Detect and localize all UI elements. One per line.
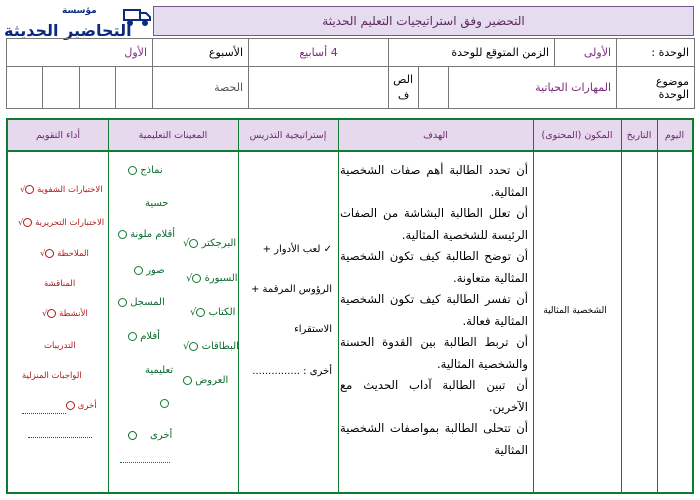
circle-icon (192, 274, 201, 283)
assessment-item: الأنشطة √ (42, 309, 88, 319)
circle-icon (47, 309, 56, 318)
topic-label: موضوع الوحدة (617, 67, 695, 109)
circle-icon (183, 376, 192, 385)
strategy-item: أخرى : ............... (252, 366, 332, 377)
logo-subtitle: مؤسسة (62, 6, 97, 16)
circle-icon (128, 166, 137, 175)
class-label: الص ف (389, 67, 419, 109)
logo (2, 2, 152, 42)
circle-icon (118, 298, 127, 307)
column-divider (657, 120, 658, 492)
period-label: الحصة (153, 67, 249, 109)
resource-item: أفلام (128, 331, 160, 342)
assessment-item: التدريبات (44, 341, 76, 351)
empty-cell (116, 67, 153, 109)
strategy-item: الاستقراء (294, 324, 332, 335)
header-content: المكون (المحتوى) (533, 120, 621, 152)
circle-icon (128, 431, 137, 440)
goal-item: أن توضح الطالبة كيف تكون الشخصية المثالية متعاونة. (340, 249, 528, 285)
week-value: الأول (7, 39, 153, 67)
circle-icon (189, 239, 198, 248)
header-goal: الهدف (338, 120, 533, 152)
assessment-dotted-line (28, 437, 92, 438)
resource-item: البرجكتر √ (183, 238, 237, 249)
unit-label: الوحدة : (617, 39, 695, 67)
strategy-item: ✓ لعب الأدوار + (262, 244, 332, 255)
goal-item: أن تحدد الطالبة أهم صفات الشخصية المثالية. (340, 163, 528, 199)
header-assessment: أداء التقويم (8, 120, 108, 152)
empty-cell (419, 67, 449, 109)
circle-icon (66, 401, 75, 410)
content-value: الشخصية المثالية (543, 306, 607, 316)
empty-cell (7, 67, 43, 109)
week-label: الأسبوع (153, 39, 249, 67)
assessment-item: الملاحظة √ (40, 249, 89, 259)
resource-item: السبورة √ (186, 273, 238, 284)
logo-title: التحاضير الحديثة (4, 21, 132, 40)
goal-item: أن تبين الطالبة آداب الحديث مع الآخرين. (340, 378, 528, 414)
assessment-item: الاختبارات التحريرية √ (18, 218, 105, 228)
empty-cell (249, 67, 389, 109)
unit-value: الأولى (555, 39, 617, 67)
resource-dotted-line (120, 462, 170, 463)
goals-list (340, 160, 528, 461)
circle-icon (196, 308, 205, 317)
resource-other-circle (128, 430, 137, 441)
page-title: التحضير وفق استراتيجيات التعليم الحديثة (153, 6, 694, 36)
resource-item: أخرى (150, 430, 173, 441)
strategy-item: الرؤوس المرقمة + (251, 284, 332, 295)
topic-value: المهارات الحياتية (449, 67, 617, 109)
header-date: التاريخ (621, 120, 657, 152)
circle-icon (23, 218, 32, 227)
assessment-item: المناقشة (44, 279, 76, 289)
column-divider (338, 120, 339, 492)
goal-item: أن تعلل الطالبة البشاشة من الصفات الرئيسة للشخصية المثالية. (340, 206, 528, 242)
goal-item: أن تربط الطالبة بين القدوة الحسنة والشخصية المثالية. (340, 335, 528, 371)
resource-item: تعليمية (145, 365, 174, 376)
header-day: اليوم (657, 120, 692, 152)
column-divider (621, 120, 622, 492)
resource-item: نماذج (128, 165, 163, 176)
resource-item: أقلام ملونة (118, 229, 175, 240)
resource-item (160, 398, 169, 409)
circle-icon (45, 249, 54, 258)
empty-cell (43, 67, 80, 109)
column-divider (238, 120, 239, 492)
resource-item: صور (134, 265, 165, 276)
unit-info-table (6, 38, 695, 109)
time-value: 4 أسابيع (249, 39, 389, 67)
header-strategy: إستراتيجية التدريس (238, 120, 338, 152)
goal-item: أن تفسر الطالبة كيف تكون الشخصية المثالية فعالة. (340, 292, 528, 328)
circle-icon (118, 230, 127, 239)
circle-icon (134, 266, 143, 275)
resource-item: العروض (183, 375, 228, 386)
empty-cell (80, 67, 116, 109)
resource-item: الكتاب √ (190, 307, 236, 318)
resource-item: البطاقات √ (183, 341, 239, 352)
header-resources: المعينات التعليمية (108, 120, 238, 152)
assessment-item: أخرى (66, 401, 97, 411)
circle-icon (160, 399, 169, 408)
circle-icon (189, 342, 198, 351)
assessment-dotted-line (22, 413, 66, 414)
resource-item: حسية (145, 198, 169, 209)
time-label: الزمن المتوقع للوحدة (389, 39, 555, 67)
assessment-item: الواجبات المنزلية (22, 371, 82, 381)
assessment-item: الاختبارات الشفوية √ (20, 185, 103, 195)
circle-icon (128, 332, 137, 341)
circle-icon (25, 185, 34, 194)
goal-item: أن تتحلى الطالبة بمواصفات الشخصية المثالية (340, 421, 528, 457)
resource-item: المسجل (118, 297, 165, 308)
column-divider (108, 120, 109, 492)
